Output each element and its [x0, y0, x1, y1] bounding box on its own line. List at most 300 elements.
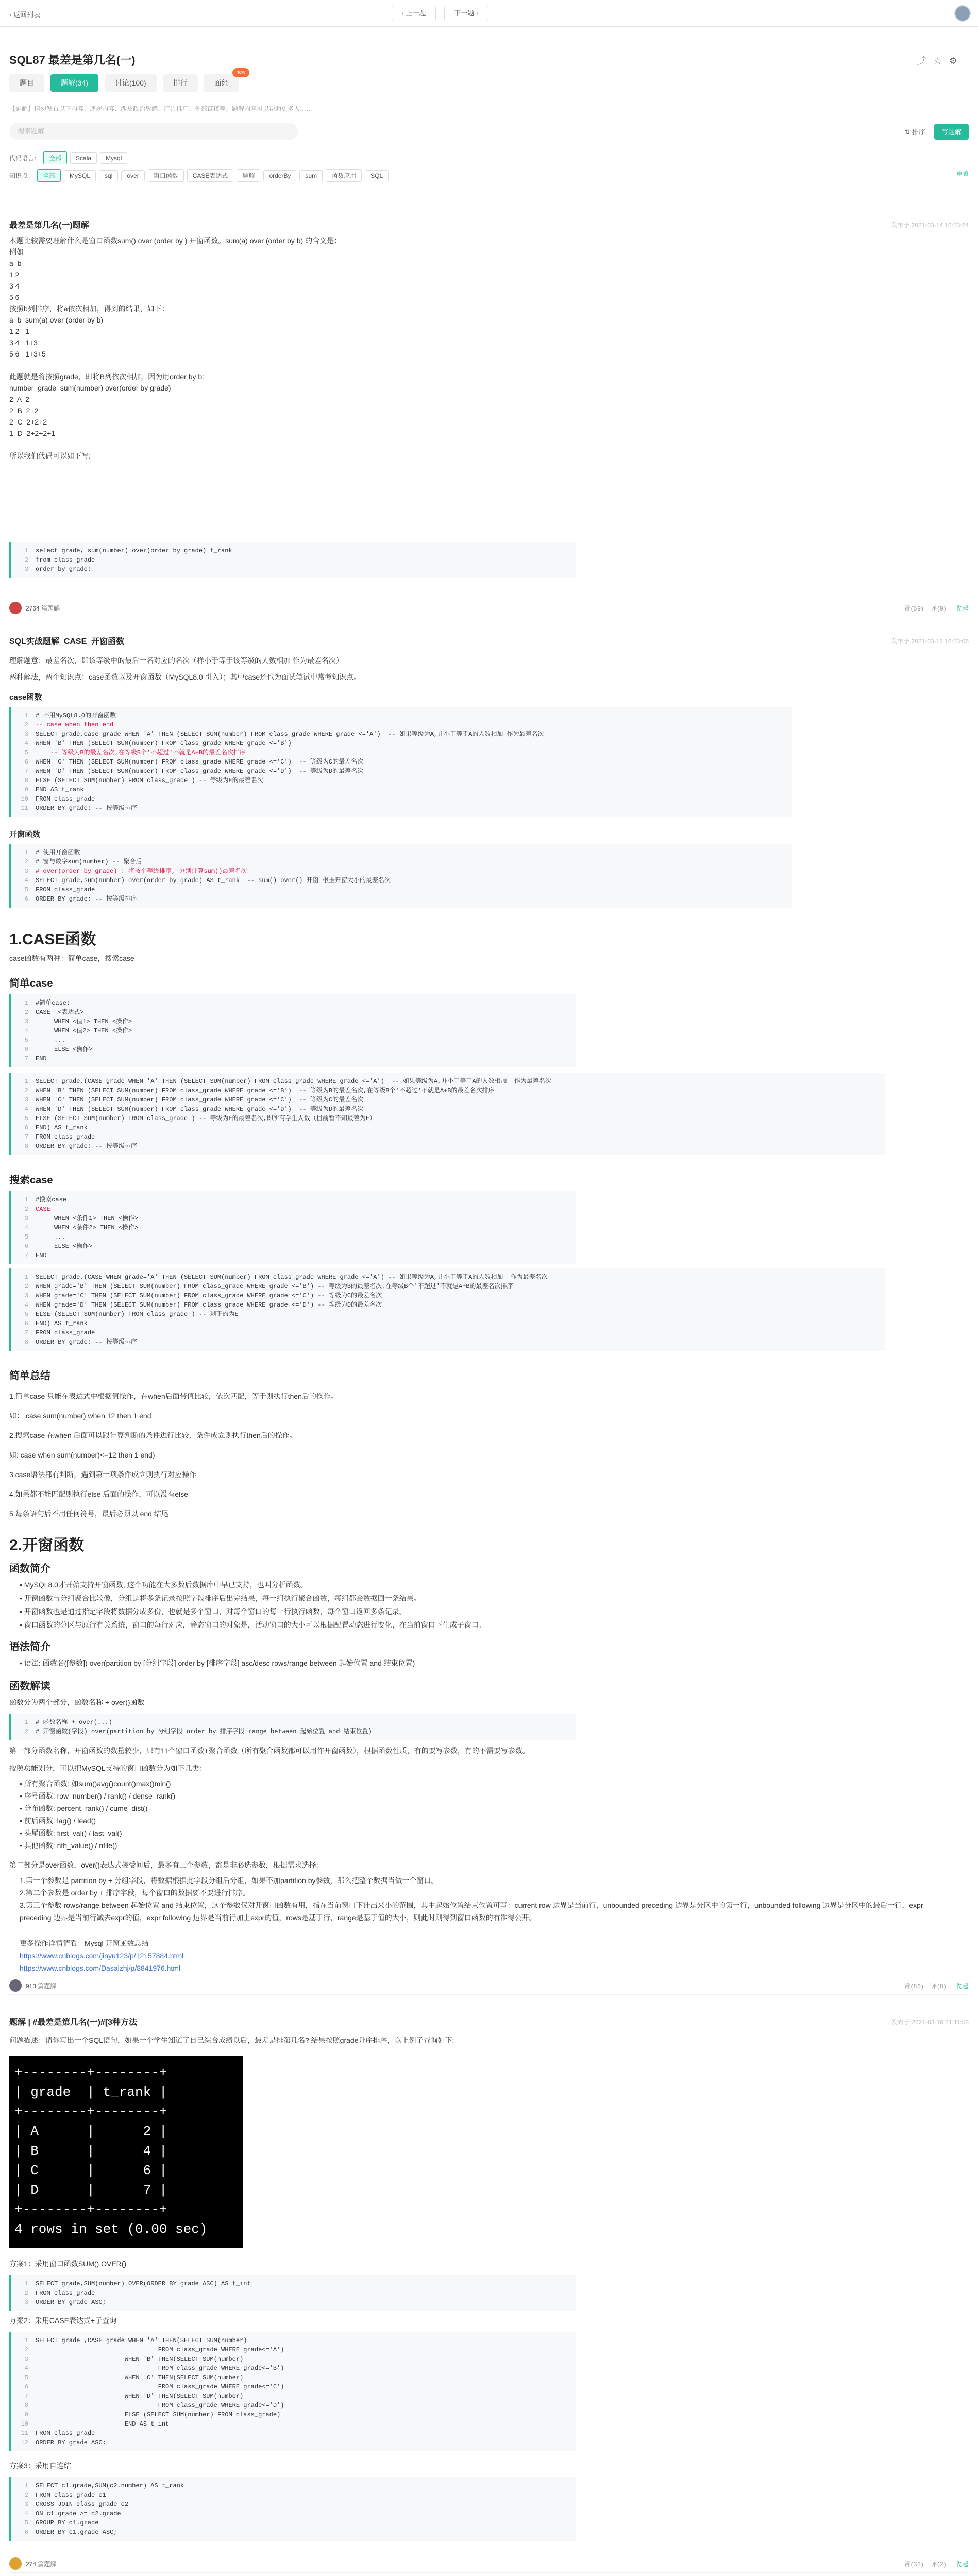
- code-line: # over(order by grade) : 将按个等级排序, 分别计算sum()最差名次: [36, 868, 247, 875]
- code-line: END AS t_int: [36, 2420, 170, 2428]
- line-number: 3: [24, 2355, 28, 2363]
- prev-question-button[interactable]: ‹ 上一题: [392, 6, 436, 21]
- tab-interview-label: 面经: [214, 79, 229, 87]
- line-number: 7: [24, 768, 28, 775]
- code-line: SELECT c1.grade,SUM(c2.number) AS t_rank: [36, 2482, 184, 2489]
- summary-item: 2.搜索case 在when 后面可以跟计算判断的条件进行比较，条件成立则执行then后的操作。: [9, 1431, 297, 1439]
- function-item: • 所有聚合函数: 如sum()avg()count()max()min(): [20, 1780, 171, 1788]
- line-number: 7: [24, 2393, 28, 2400]
- code-line: CASE: [36, 1206, 50, 1213]
- line-number: 9: [24, 2411, 28, 2418]
- function-text: 序号函数: row_number() / rank() / dense_rank(): [24, 1792, 176, 1800]
- like-button[interactable]: 赞(33): [904, 2561, 924, 2568]
- code-line: WHEN 'D' THEN (SELECT SUM(number) FROM class_grade WHERE grade <='D') -- 等级为D的最差名次: [36, 1106, 364, 1113]
- author-avatar[interactable]: [9, 2557, 22, 2570]
- paragraph: 第一部分函数名称，开窗函数的数量较少，只有11个窗口函数+聚合函数（所有聚合函数都可以用作开窗函数），根据函数性质，有的要写参数，有的不需要写参数。: [9, 1747, 530, 1755]
- paragraph: 问题描述：请你写出一个SQL语句，如果一个学生知道了自己综合成绩以后，最差是排第几名? 结果按照grade升序排序，以上例子查询如下:: [9, 2036, 454, 2044]
- code-line: WHEN 'B' THEN(SELECT SUM(number): [36, 2355, 244, 2363]
- code-line: FROM class_grade: [36, 2290, 95, 2297]
- code-line: #简单case:: [36, 999, 71, 1007]
- code-line: WHEN 'C' THEN (SELECT SUM(number) FROM class_grade WHERE grade <='C') -- 等级为C的最差名次: [36, 1096, 364, 1104]
- code-line: FROM class_grade WHERE grade<='A'): [36, 2346, 284, 2353]
- line-number: 3: [24, 1292, 28, 1299]
- code-line: SELECT grade,sum(number) over(order by grade) AS t_rank -- sum() over() 开窗 根据开窗大小的最差名次: [36, 877, 391, 884]
- comment-button[interactable]: 评(8): [930, 1982, 947, 1990]
- line-number: 4: [24, 740, 28, 747]
- reference-link[interactable]: https://www.cnblogs.com/Dasalzhj/p/8841976.html: [20, 1964, 181, 1972]
- post-actions: [904, 1981, 969, 1990]
- line-number: 8: [24, 777, 28, 784]
- line-number: 2: [24, 1206, 28, 1213]
- line-number: 7: [24, 1252, 28, 1259]
- collapse-button[interactable]: 收起: [955, 605, 969, 612]
- star-icon[interactable]: ☆: [933, 56, 949, 66]
- line-number: 5: [24, 1115, 28, 1122]
- line-number: 6: [24, 1124, 28, 1131]
- tag-chip[interactable]: over: [121, 170, 144, 181]
- summary-item: 5.每条语句后不用任何符号，最后必须以 end 结尾: [9, 1510, 168, 1518]
- code-line: FROM class_grade c1: [36, 2492, 106, 2499]
- terminal-line: | C | 6 |: [14, 2163, 167, 2178]
- line-number: 3: [24, 868, 28, 875]
- tab-solutions[interactable]: 题解(34): [50, 74, 98, 92]
- syntax-text: 语法: 函数名([参数]) over(partition by [分组字段] order by [排序字段] asc/desc rows/range between 起始位置 and 结束位置): [24, 1659, 415, 1667]
- tag-chip[interactable]: MySQL: [64, 170, 96, 181]
- line-number: 5: [24, 1233, 28, 1241]
- line-number: 12: [21, 2439, 28, 2446]
- line-number: 3: [24, 1215, 28, 1222]
- section-heading: 简单case: [9, 978, 53, 989]
- settings-icon[interactable]: ⚙: [949, 56, 965, 66]
- paragraph: 理解题意：最差名次，即该等级中的最后一名对应的名次（样小于等于该等级的人数相加 作为最差名次）: [9, 656, 343, 665]
- line-number: 1: [24, 1719, 28, 1726]
- terminal-line: +--------+--------+: [14, 2104, 167, 2120]
- paragraph: 方案1：采用窗口函数SUM() OVER(): [9, 2260, 127, 2268]
- code-line: WHEN 'B' THEN (SELECT SUM(number) FROM class_grade WHERE grade <='B'): [36, 740, 292, 747]
- code-line: ORDER BY grade; -- 按等级排序: [36, 805, 137, 812]
- code-line: ORDER BY grade ASC;: [36, 2439, 106, 2446]
- section-heading: 1.CASE函数: [9, 931, 96, 948]
- code-line: SELECT grade,SUM(number) OVER(ORDER BY grade ASC) AS t_int: [36, 2280, 251, 2287]
- terminal-line: | D | 7 |: [14, 2182, 167, 2198]
- code-line: FROM class_grade: [36, 886, 95, 893]
- paragraph: 第二部分是over函数，over()表达式接受问后，最多有三个参数，都是非必选参数，根据需求选择:: [9, 1861, 318, 1869]
- post-footer: [9, 601, 969, 617]
- line-number: 4: [24, 2365, 28, 2372]
- param-item: 2.第二个参数是 order by + 排序字段，每个窗口的数据要不要进行排序。: [20, 1889, 250, 1897]
- line-number: 6: [24, 2529, 28, 2536]
- section-heading: 简单总结: [9, 1370, 50, 1382]
- line-number: 6: [24, 1243, 28, 1250]
- code-line: ON c1.grade >= c2.grade: [36, 2510, 121, 2517]
- line-number: 1: [24, 1078, 28, 1085]
- code-line: WHEN grade='C' THEN (SELECT SUM(number) FROM class_grade WHERE grade <='C') -- 等级为C的最差名次: [36, 1292, 382, 1299]
- like-button[interactable]: 赞(86): [904, 1982, 924, 1990]
- post-footer: [9, 2556, 969, 2573]
- paragraph: 方案3：采用自连结: [9, 2462, 71, 2470]
- summary-item: 如： case sum(number) when 12 then 1 end: [9, 1412, 151, 1420]
- comment-button[interactable]: 评(2): [930, 2561, 947, 2568]
- code-line: select grade, sum(number) over(order by grade) t_rank: [36, 547, 232, 554]
- code-block: [9, 1268, 885, 1351]
- line-number: 9: [24, 786, 28, 793]
- line-number: 8: [24, 2402, 28, 2409]
- sort-button[interactable]: ⇅ 排序: [904, 128, 925, 136]
- post-title[interactable]: SQL实战题解_CASE_开窗函数: [9, 637, 125, 646]
- query-result-screenshot: [9, 2056, 243, 2248]
- code-line: END) AS t_rank: [36, 1320, 88, 1327]
- terminal-line: | A | 2 |: [14, 2124, 167, 2139]
- line-number: 4: [24, 2510, 28, 2517]
- line-number: 5: [24, 1037, 28, 1044]
- code-line: ELSE (SELECT SUM(number) FROM class_grade ) -- 等级为E的最差名次,即所有学生人数（目前暂不知最差为E）: [36, 1115, 376, 1122]
- tag-chip[interactable]: sql: [99, 170, 118, 181]
- language-filter-row: [9, 151, 127, 164]
- line-number: 5: [24, 886, 28, 893]
- terminal-line: | B | 4 |: [14, 2143, 167, 2159]
- code-block: [9, 844, 792, 908]
- line-number: 1: [24, 547, 28, 554]
- top-bar: [0, 0, 978, 27]
- post-footer: [9, 1978, 969, 1995]
- code-line: CASE <表达式>: [36, 1009, 84, 1016]
- tab-problem[interactable]: 题目: [9, 74, 44, 92]
- paragraph: 两种解法，两个知识点：case函数以及开窗函数（MySQL8.0 引入）；其中case还也为面试笔试中常考知识点。: [9, 673, 361, 681]
- line-number: 6: [24, 2383, 28, 2391]
- line-number: 6: [24, 1320, 28, 1327]
- code-block: [9, 994, 576, 1067]
- reference-link[interactable]: https://www.cnblogs.com/jinyu123/p/12157884.html: [20, 1952, 184, 1960]
- line-number: 10: [21, 2420, 28, 2428]
- back-to-list-link[interactable]: ‹ 返回列表: [9, 11, 40, 19]
- author-avatar[interactable]: [9, 1979, 22, 1992]
- code-line: SELECT grade,(CASE WHEN grade='A' THEN (SELECT SUM(number) FROM class_grade WHERE grade <='A') -- 如果等级为A,并小于等于A的人数相加 作为最差名次: [36, 1274, 548, 1281]
- line-number: 3: [24, 731, 28, 738]
- author-name[interactable]: 2764 篇题解: [26, 605, 60, 612]
- code-line: CROSS JOIN class_grade c2: [36, 2501, 129, 2508]
- line-number: 2: [24, 2492, 28, 2499]
- intro-item: • 开窗函数与分组聚合比较像，分组是将多条记录按照字段排序后出完结果，每一组执行聚合函数，每组都会数据回一条结果。: [20, 1594, 421, 1602]
- function-item: • 前后函数: lag() / lead(): [20, 1817, 96, 1825]
- post-date: 发布于 2021-03-14 10:23:24: [891, 222, 969, 229]
- line-number: 2: [24, 1009, 28, 1016]
- new-badge: new: [232, 68, 249, 77]
- code-line: END: [36, 1252, 47, 1259]
- author-name[interactable]: 913 篇题解: [26, 1982, 57, 1990]
- line-number: 6: [24, 1046, 28, 1053]
- code-line: WHEN <值1> THEN <操作>: [36, 1018, 132, 1025]
- line-number: 4: [24, 1301, 28, 1309]
- lang-chip-mysql[interactable]: Mysql: [100, 152, 127, 164]
- summary-item: 4.如果都不能匹配则执行else 后面的操作，可以没有else: [9, 1490, 188, 1498]
- comment-button[interactable]: 评(9): [930, 605, 947, 612]
- code-line: WHEN <条件2> THEN <操作>: [36, 1224, 139, 1231]
- intro-item: • MySQL8.0才开始支持开窗函数, 这个功能在大多数后数据库中早已支持，也叫分析函数。: [20, 1581, 308, 1589]
- filter-panel: [9, 123, 969, 215]
- line-number: 11: [21, 805, 28, 812]
- line-number: 1: [24, 1196, 28, 1204]
- function-item: • 头尾函数: first_val() / last_val(): [20, 1829, 122, 1837]
- line-number: 11: [21, 2430, 28, 2437]
- code-line: #搜索case: [36, 1196, 67, 1204]
- section-heading: 函数解读: [9, 1681, 50, 1692]
- code-line: WHEN 'C' THEN(SELECT SUM(number): [36, 2374, 244, 2381]
- line-number: 2: [24, 858, 28, 866]
- function-text: 所有聚合函数: 如sum()avg()count()max()min(): [24, 1780, 171, 1788]
- code-line: WHEN grade='D' THEN (SELECT SUM(number) FROM class_grade WHERE grade <='D') -- 等级为D的最差名次: [36, 1301, 382, 1309]
- code-block: [9, 707, 792, 817]
- code-line: -- case when then end: [36, 721, 114, 728]
- line-number: 2: [24, 1283, 28, 1290]
- code-line: ELSE (SELECT SUM(number) FROM class_grade ) -- 剩下的为E: [36, 1311, 239, 1318]
- post-actions: [904, 604, 969, 613]
- line-number: 3: [24, 2501, 28, 2508]
- question-title: SQL87 最差是第几名(一): [9, 54, 136, 66]
- tag-filter-row: [9, 169, 389, 182]
- tag-chip[interactable]: sum: [299, 170, 323, 181]
- line-number: 1: [24, 849, 28, 856]
- tag-filter-label: 知识点：: [9, 172, 35, 179]
- code-line: WHEN <条件1> THEN <操作>: [36, 1215, 139, 1222]
- solution-post: [9, 635, 969, 647]
- tag-chip[interactable]: SQL: [365, 170, 389, 181]
- post-title[interactable]: 最差是第几名(一)题解: [9, 221, 89, 230]
- section-heading: 函数简介: [9, 1563, 50, 1574]
- code-line: END) AS t_rank: [36, 1124, 88, 1131]
- tab-ranking[interactable]: 排行: [163, 74, 198, 92]
- tag-chip[interactable]: 函数应用: [326, 169, 362, 182]
- solution-post: [9, 2015, 969, 2027]
- code-line: FROM class_grade: [36, 795, 95, 803]
- tab-interview[interactable]: [204, 70, 246, 92]
- reference-label: 更多操作详情请看：Mysql 开窗函数总结: [20, 1939, 149, 1947]
- syntax-item: • 语法: 函数名([参数]) over(partition by [分组字段] order by [排序字段] asc/desc rows/range between 起始位置 and 结束位置): [20, 1659, 415, 1667]
- post-date: 发布于 2021-03-18 16:23:06: [891, 638, 969, 645]
- line-number: 3: [24, 1018, 28, 1025]
- terminal-line: | grade | t_rank |: [14, 2084, 167, 2100]
- tag-chip[interactable]: 题解: [237, 169, 260, 182]
- line-number: 2: [24, 1728, 28, 1735]
- code-line: FROM class_grade WHERE grade<='B'): [36, 2365, 284, 2372]
- summary-item: 3.case语法都有判断，遇到第一项条件成立则执行对应操作: [9, 1470, 197, 1479]
- line-number: 2: [24, 2290, 28, 2297]
- paragraph: 按照功能划分，可以把MySQL支持的窗口函数分为如下几类：: [9, 1764, 207, 1772]
- question-tabs: [9, 70, 246, 92]
- reset-filters-link[interactable]: 重置: [956, 170, 969, 177]
- terminal-line: +--------+--------+: [14, 2065, 167, 2080]
- code-line: GROUP BY c1.grade: [36, 2519, 99, 2527]
- author-avatar[interactable]: [9, 602, 22, 614]
- section-heading: 2.开窗函数: [9, 1537, 85, 1554]
- code-line: WHEN 'D' THEN (SELECT SUM(number) FROM class_grade WHERE grade <='D') -- 等级为D的最差名次: [36, 768, 364, 775]
- code-line: ORDER BY grade; -- 按等级排序: [36, 1143, 137, 1150]
- code-block: [9, 1073, 885, 1155]
- line-number: 1: [24, 712, 28, 719]
- section-heading: 开窗函数: [9, 830, 41, 839]
- code-line: END: [36, 1055, 47, 1062]
- line-number: 1: [24, 1274, 28, 1281]
- code-line: WHEN 'B' THEN (SELECT SUM(number) FROM class_grade WHERE grade <='B') -- 等级为B的最差名次,在等级B个'不超过'不就是A+B的最差名次排序: [36, 1087, 495, 1094]
- code-line: order by grade;: [36, 566, 92, 573]
- line-number: 3: [24, 566, 28, 573]
- code-line: WHEN 'C' THEN (SELECT SUM(number) FROM class_grade WHERE grade <='C') -- 等级为C的最差名次: [36, 758, 364, 766]
- code-line: FROM class_grade WHERE grade<='C'): [36, 2383, 284, 2391]
- code-line: ORDER BY c1.grade ASC;: [36, 2529, 117, 2536]
- lang-chip-all[interactable]: 全部: [43, 151, 67, 164]
- collapse-button[interactable]: 收起: [955, 2561, 969, 2568]
- next-label: 下一题: [454, 9, 475, 17]
- code-block: [9, 2477, 576, 2541]
- function-item: • 分布函数: percent_rank() / cume_dist(): [20, 1804, 148, 1812]
- search-input[interactable]: 搜索题解: [9, 123, 298, 140]
- line-number: 2: [24, 556, 28, 564]
- line-number: 1: [24, 2280, 28, 2287]
- share-icon[interactable]: ⤴: [917, 56, 934, 66]
- code-line: ...: [36, 1233, 65, 1241]
- code-line: # 窗与数字sum(number) -- 聚合后: [36, 858, 142, 866]
- tag-chip[interactable]: 窗口函数: [148, 169, 184, 182]
- line-number: 7: [24, 1133, 28, 1141]
- function-item: • 其他函数: nth_value() / nfile(): [20, 1841, 117, 1850]
- line-number: 1: [24, 2482, 28, 2489]
- code-line: SELECT grade ,CASE grade WHEN 'A' THEN(SELECT SUM(number): [36, 2337, 247, 2344]
- lang-chip-scala[interactable]: Scala: [70, 152, 97, 164]
- intro-text: 开窗函数与分组聚合比较像，分组是将多条记录按照字段排序后出完结果，每一组执行聚合函数，每组都会数据回一条结果。: [24, 1594, 421, 1602]
- line-number: 4: [24, 1106, 28, 1113]
- code-line: # 函数名称 + over(...): [36, 1719, 112, 1726]
- param-item: 1.第一个参数是 partition by + 分组字段，将数据根据此字段分组后分组，如果不加partition by参数，那么把整个数据当做一个窗口。: [20, 1876, 439, 1885]
- line-number: 7: [24, 1055, 28, 1062]
- section-heading: 语法简介: [9, 1641, 50, 1653]
- line-number: 7: [24, 1329, 28, 1336]
- sort-label: 排序: [912, 128, 925, 136]
- line-number: 2: [24, 2346, 28, 2353]
- section-heading: 搜索case: [9, 1175, 53, 1186]
- main-content: [0, 27, 978, 2576]
- intro-item: • 开窗函数也是通过指定字段将数据分成多份，也就是多个窗口，对每个窗口的每一行执行函数，每个窗口返回多条记录。: [20, 1607, 407, 1616]
- line-number: 4: [24, 1027, 28, 1035]
- function-text: 分布函数: percent_rank() / cume_dist(): [24, 1804, 148, 1812]
- line-number: 3: [24, 1096, 28, 1104]
- code-line: ELSE <操作>: [36, 1046, 93, 1053]
- line-number: 2: [24, 721, 28, 728]
- language-filter-label: 代码语言：: [9, 155, 41, 162]
- post-body: 本题比较需要理解什么是窗口函数sum() over (order by ) 开窗函数。sum(a) over (order by b) 的含义是： 例如 a b 1 2 3 4 5 6 按照b列排序，将a依次相加，得到的结果，如下： a b sum(a) over (order by b) 1 2 1 3 4 1+3 5 6 1+3+5 此题就是将按照grade，即将B列依次相加，因为用order by b: number grade sum(number) over(order by grade) 2 A 2 2 B 2+2 2 C 2+2+2 1 D 2+2+2+1 所以我们代码可以如下写:: [9, 236, 342, 460]
- function-text: 前后函数: lag() / lead(): [24, 1817, 96, 1825]
- intro-text: 窗口函数的分区与原行有关系统，窗口的每行对应，静态窗口的对象是，活动窗口的大小可以根据配置动态进行变化，在当前窗口下生成子窗口。: [24, 1621, 486, 1629]
- user-avatar[interactable]: [954, 5, 971, 22]
- line-number: 3: [24, 2299, 28, 2306]
- question-actions: [917, 54, 965, 67]
- code-line: # 开窗函数(字段) over(partition by 分组字段 order by 排序字段 range between 起始位置 and 结束位置): [36, 1728, 372, 1735]
- intro-text: MySQL8.0才开始支持开窗函数, 这个功能在大多数后数据库中早已支持，也叫分析函数。: [24, 1581, 308, 1589]
- code-block: [9, 1191, 576, 1264]
- line-number: 8: [24, 1338, 28, 1346]
- tag-chip[interactable]: CASE表达式: [187, 169, 234, 182]
- post-title[interactable]: 题解 | #最差是第几名(一)#[3种方法: [9, 2018, 138, 2027]
- line-number: 6: [24, 895, 28, 903]
- line-number: 5: [24, 2519, 28, 2527]
- post-actions: [904, 2560, 969, 2568]
- code-line: ELSE (SELECT SUM(number) FROM class_grade ) -- 等级为E的最差名次: [36, 777, 263, 784]
- param-item: 3.第三个参数 rows/range between 起始位置 and 结束位置，这个参数仅对开窗口函数有用，指在当前窗口下计出来小的范围，其中起始位置结束位置可写：current row 边界是当前行，unbounded preceding 边界是分区中的第一行，unbounded following 边界是分区中的最后一行，expr preceding 边界是当前行减去expr的值，expr following 边界是当前行加上expr的值，rows是基于行，range是基于值的大小，则此时则得到窗口函数的有准得公开。: [20, 1901, 923, 1922]
- code-line: SELECT grade,(CASE grade WHEN 'A' THEN (SELECT SUM(number) FROM class_grade WHERE grade <='A') -- 如果等级为A,并小于等于A的人数相加 作为最差名次: [36, 1078, 551, 1085]
- line-number: 1: [24, 2337, 28, 2344]
- solution-post: [9, 218, 969, 230]
- terminal-line: +--------+--------+: [14, 2202, 167, 2217]
- code-line: ORDER BY grade; -- 按等级排序: [36, 895, 137, 903]
- tag-chip[interactable]: 全部: [37, 169, 61, 182]
- intro-text: 开窗函数也是通过指定字段将数据分成多份，也就是多个窗口，对每个窗口的每一行执行函数，每个窗口返回多条记录。: [24, 1607, 407, 1616]
- line-number: 10: [21, 795, 28, 803]
- paragraph: case函数有两种：简单case，搜索case: [9, 954, 134, 962]
- code-line: -- 等级为B的最差名次,在等级B个'不超过'不就是A+B的最差名次排序: [36, 749, 246, 756]
- line-number: 6: [24, 758, 28, 766]
- code-block: [9, 2275, 576, 2311]
- function-item: • 序号函数: row_number() / rank() / dense_rank(): [20, 1792, 176, 1800]
- tab-discussion[interactable]: 讨论(100): [105, 74, 157, 92]
- function-text: 头尾函数: first_val() / last_val(): [24, 1829, 122, 1837]
- code-line: # 使用开窗函数: [36, 849, 80, 856]
- write-solution-button[interactable]: 写题解: [934, 124, 969, 140]
- line-number: 5: [24, 2374, 28, 2381]
- like-button[interactable]: 赞(59): [904, 605, 924, 612]
- code-line: ORDER BY grade ASC;: [36, 2299, 106, 2306]
- code-line: # 不用MySQL8.0的开窗函数: [36, 712, 116, 719]
- code-line: from class_grade: [36, 556, 95, 564]
- code-line: ...: [36, 1037, 65, 1044]
- section-heading: case函数: [9, 693, 42, 702]
- code-line: FROM class_grade: [36, 2430, 95, 2437]
- summary-item: 1.简单case 只能在表达式中根据值操作，在when后面带值比较，依次匹配，等于则执行then后的操作。: [9, 1392, 338, 1400]
- next-question-button[interactable]: 下一题 ›: [444, 6, 488, 21]
- collapse-button[interactable]: 收起: [955, 1982, 969, 1990]
- line-number: 5: [24, 1311, 28, 1318]
- function-text: 其他函数: nth_value() / nfile(): [24, 1841, 117, 1850]
- code-line: SELECT grade,case grade WHEN 'A' THEN (SELECT SUM(number) FROM class_grade WHERE grade <='A') -- 如果等级为A,并小于等于A的人数相加 作为最差名次: [36, 731, 544, 738]
- tag-chip[interactable]: orderBy: [263, 170, 296, 181]
- code-block: [9, 542, 576, 578]
- author-name[interactable]: 274 篇题解: [26, 2561, 57, 2568]
- line-number: 4: [24, 877, 28, 884]
- code-block: [9, 1714, 576, 1740]
- code-line: END AS t_rank: [36, 786, 84, 793]
- summary-item: 如: case when sum(number)<=12 then 1 end): [9, 1451, 155, 1459]
- line-number: 8: [24, 1143, 28, 1150]
- line-number: 2: [24, 1087, 28, 1094]
- paragraph: 函数分为两个部分，函数名称 + over()函数: [9, 1698, 145, 1706]
- code-line: WHEN <值2> THEN <操作>: [36, 1027, 132, 1035]
- code-line: FROM class_grade: [36, 1133, 95, 1141]
- prev-label: 上一题: [406, 9, 426, 17]
- code-line: ELSE (SELECT SUM(number) FROM class_grade): [36, 2411, 281, 2418]
- code-line: FROM class_grade: [36, 1329, 95, 1336]
- code-line: WHEN grade='B' THEN (SELECT SUM(number) FROM class_grade WHERE grade <='B') -- 等级为B的最差名次,在等级B个'不超过'不就是A+B的最差名次排序: [36, 1283, 513, 1290]
- post-date: 发布于 2021-03-16 21:11:58: [891, 2019, 969, 2026]
- code-line: FROM class_grade WHERE grade<='D'): [36, 2402, 284, 2409]
- code-line: WHEN 'D' THEN(SELECT SUM(number): [36, 2393, 244, 2400]
- code-line: ELSE <操作>: [36, 1243, 93, 1250]
- code-line: ORDER BY grade; -- 按等级排序: [36, 1338, 137, 1346]
- back-label: 返回列表: [13, 11, 40, 19]
- paragraph: 方案2：采用CASE表达式+子查询: [9, 2316, 117, 2325]
- terminal-line: 4 rows in set (0.00 sec): [14, 2222, 208, 2237]
- line-number: 4: [24, 1224, 28, 1231]
- line-number: 5: [24, 749, 28, 756]
- notice-text: 【题解】请勿发布以下内容：违规内容、涉及政治敏感、广告推广、外部链接等。题解内容可以帮助更多人……: [9, 105, 313, 112]
- line-number: 1: [24, 999, 28, 1007]
- code-block: [9, 2332, 576, 2451]
